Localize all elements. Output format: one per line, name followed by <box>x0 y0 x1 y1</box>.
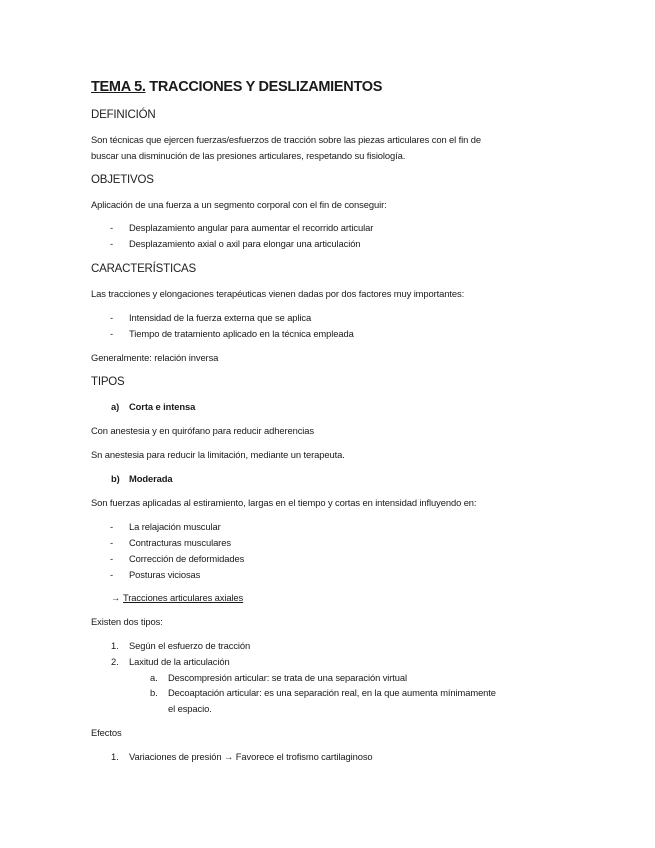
bullet: - <box>110 328 114 339</box>
list-marker: a) <box>111 401 120 412</box>
arrow-icon: → <box>111 592 121 603</box>
list-item: Laxitud de la articulación <box>129 656 230 667</box>
list-item: Según el esfuerzo de tracción <box>129 640 251 651</box>
list-item-continuation: el espacio. <box>168 703 212 714</box>
bullet: - <box>110 553 114 564</box>
paragraph: Las tracciones y elongaciones terapéuticas vienen dadas por dos factores muy importantes: <box>91 288 465 299</box>
paragraph: Efectos <box>91 727 122 738</box>
subheading: Moderada <box>129 473 173 484</box>
bullet: - <box>110 238 114 249</box>
list-letter: a. <box>150 672 158 683</box>
bullet: - <box>110 521 114 532</box>
list-item: La relajación muscular <box>129 521 221 532</box>
page-title: TEMA 5. TRACCIONES Y DESLIZAMIENTOS <box>91 79 383 95</box>
paragraph: Existen dos tipos: <box>91 616 163 627</box>
paragraph: Con anestesia y en quirófano para reducir adherencias <box>91 425 314 436</box>
bullet: - <box>110 222 114 233</box>
heading-definicion: DEFINICIÓN <box>91 109 156 121</box>
list-item: Variaciones de presión → Favorece el trofismo cartilaginoso <box>129 751 373 762</box>
list-marker: b) <box>111 473 120 484</box>
list-number: 1. <box>111 640 119 651</box>
list-item: Contracturas musculares <box>129 537 231 548</box>
paragraph: Generalmente: relación inversa <box>91 352 219 363</box>
paragraph: Son fuerzas aplicadas al estiramiento, largas en el tiempo y cortas en intensidad influyendo en: <box>91 497 477 508</box>
list-number: 1. <box>111 751 119 762</box>
list-item: Tiempo de tratamiento aplicado en la técnica empleada <box>129 328 354 339</box>
heading-tipos: TIPOS <box>91 376 125 388</box>
list-item: Decoaptación articular: es una separación real, en la que aumenta mínimamente <box>168 687 496 698</box>
list-item: Posturas viciosas <box>129 569 201 580</box>
list-item: Corrección de deformidades <box>129 553 245 564</box>
list-number: 2. <box>111 656 119 667</box>
paragraph: Sn anestesia para reducir la limitación, mediante un terapeuta. <box>91 449 345 460</box>
bullet: - <box>110 312 114 323</box>
list-item: Desplazamiento angular para aumentar el recorrido articular <box>129 222 374 233</box>
heading-caracteristicas: CARACTERÍSTICAS <box>91 263 196 275</box>
subheading: Tracciones articulares axiales <box>123 592 244 603</box>
list-item: Desplazamiento axial o axil para elongar una articulación <box>129 238 361 249</box>
bullet: - <box>110 537 114 548</box>
list-item: Descompresión articular: se trata de una separación virtual <box>168 672 408 683</box>
bullet: - <box>110 569 114 580</box>
paragraph: Son técnicas que ejercen fuerzas/esfuerzos de tracción sobre las piezas articulares con el fin de <box>91 134 481 145</box>
paragraph: buscar una disminución de las presiones articulares, respetando su fisiología. <box>91 150 406 161</box>
heading-objetivos: OBJETIVOS <box>91 174 154 186</box>
list-item: Intensidad de la fuerza externa que se aplica <box>129 312 312 323</box>
subheading: Corta e intensa <box>129 401 196 412</box>
list-letter: b. <box>150 687 158 698</box>
paragraph: Aplicación de una fuerza a un segmento corporal con el fin de conseguir: <box>91 199 387 210</box>
